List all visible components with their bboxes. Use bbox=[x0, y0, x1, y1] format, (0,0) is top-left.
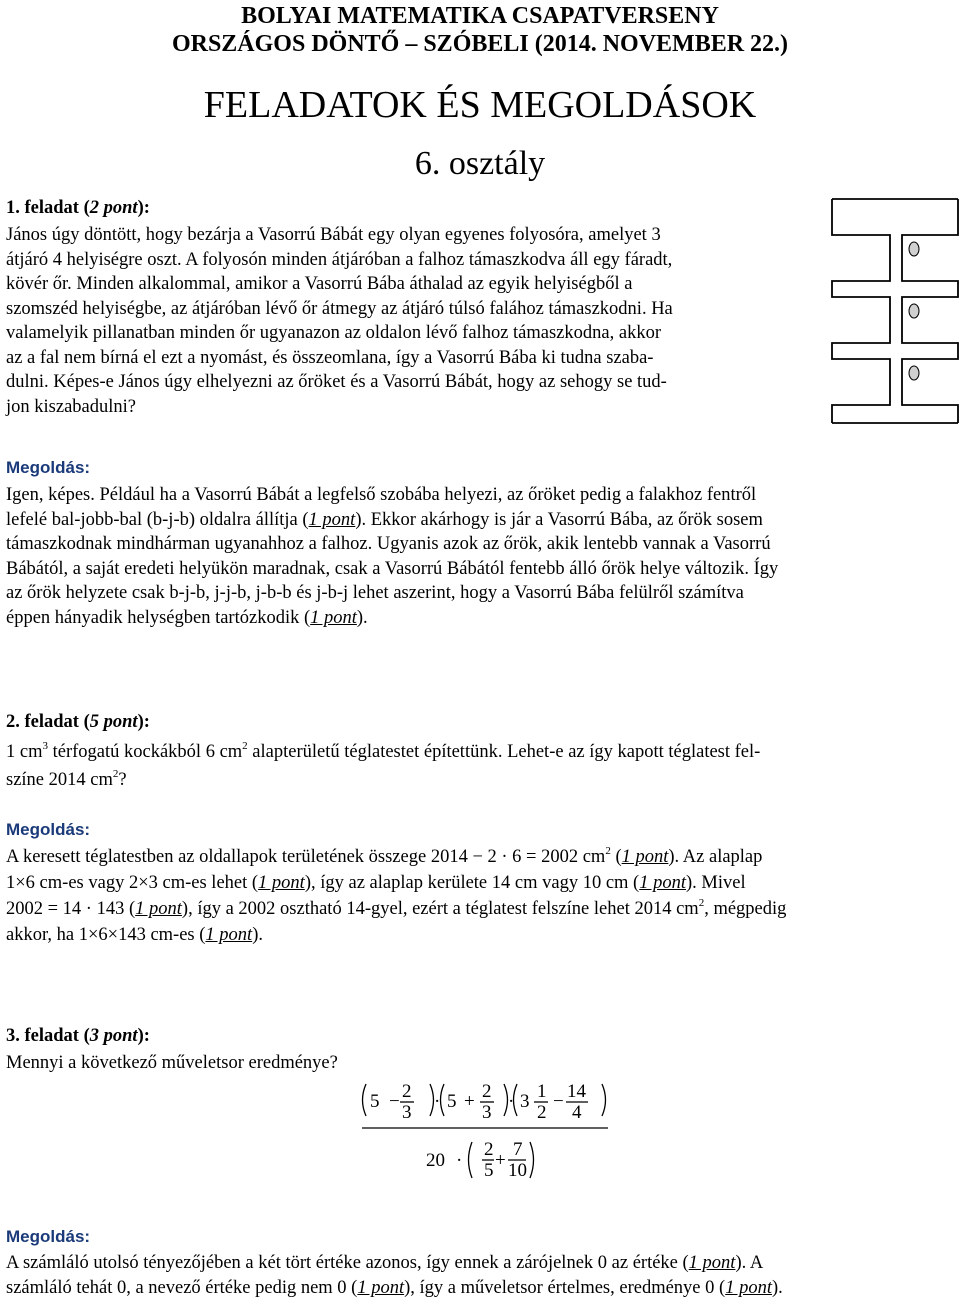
formula-number: 5 bbox=[484, 1160, 494, 1181]
question-line: János úgy döntött, hogy bezárja a Vasorrú Bábát egy olyan egyenes folyosóra, amelyet 3 bbox=[6, 225, 661, 245]
question-line: valamelyik pillanatban minden őr ugyanazon az oldalon lévő falhoz támaszkodna, akkor bbox=[6, 323, 661, 343]
formula-number: 2 bbox=[482, 1081, 492, 1102]
corridor-left-wall bbox=[832, 199, 890, 423]
question-line: szomszéd helyiségbe, az átjáróban lévő őr átmegy az átjáró túlsó falához támaszkodni. Ha bbox=[6, 298, 673, 319]
dot-operator: · bbox=[456, 1150, 463, 1171]
task3-solution-label: Megoldás: bbox=[6, 1227, 91, 1246]
formula-number: 1 bbox=[537, 1081, 547, 1102]
formula-number: 2 bbox=[537, 1102, 547, 1123]
formula-number: 7 bbox=[513, 1139, 523, 1160]
page-title: FELADATOK ÉS MEGOLDÁSOK bbox=[203, 84, 757, 126]
guard-icon bbox=[909, 242, 919, 256]
contest-title: BOLYAI MATEMATIKA CSAPATVERSENY bbox=[241, 3, 719, 29]
paren-right bbox=[602, 1084, 606, 1116]
formula-number: 4 bbox=[572, 1102, 582, 1123]
paren-left bbox=[469, 1142, 473, 1178]
task2-question: 1 $cm^3$ térfogatú kockákból 6 $cm^2$ alapterületű téglatestet építettünk. Lehet-e az így kapott téglatest fel- színe 2014 $cm^2$? bbox=[6, 740, 761, 790]
paren-right bbox=[504, 1084, 508, 1116]
formula-number: 3 bbox=[402, 1102, 412, 1123]
minus-sign: − bbox=[389, 1091, 400, 1112]
paren-right bbox=[530, 1142, 534, 1178]
corridor-diagram bbox=[830, 197, 960, 427]
question-line: átjáró 4 helyiségre oszt. A folyosón minden átjáróban a falhoz támaszkodva áll egy fáradt, bbox=[6, 249, 673, 270]
formula-number: 3 bbox=[482, 1102, 492, 1123]
dot-operator: · bbox=[508, 1091, 515, 1112]
task2-solution-label: Megoldás: bbox=[6, 820, 91, 839]
formula-number: 5 bbox=[370, 1091, 380, 1112]
task2-heading: 2. feladat (5 pont): bbox=[6, 712, 150, 732]
guard-icon bbox=[909, 366, 919, 380]
plus-sign: + bbox=[464, 1091, 475, 1112]
task1-solution-label: Megoldás: bbox=[6, 458, 91, 477]
question-line: kövér őr. Minden alkalommal, amikor a Vasorrú Bába áthalad az egyik helyiségből a bbox=[6, 274, 633, 294]
paren-right bbox=[430, 1084, 434, 1116]
guard-icon bbox=[909, 304, 919, 318]
grade-label: 6. osztály bbox=[414, 145, 546, 182]
formula-number: 3 bbox=[520, 1091, 530, 1112]
formula-number: 5 bbox=[447, 1091, 457, 1112]
task3-heading: 3. feladat (3 pont): bbox=[6, 1026, 150, 1046]
formula-number: 2 bbox=[402, 1081, 412, 1102]
contest-subtitle: ORSZÁGOS DÖNTŐ – SZÓBELI (2014. NOVEMBER 22.) bbox=[171, 31, 789, 57]
task1-solution: Igen, képes. Például ha a Vasorrú Bábát a legfelső szobába helyezi, az őröket pedig a falakhoz fentről lefelé bal-jobb-bal (b-j-b) oldalra állítja (1 pont). Ekkor akárhogy is jár a Vasorrú Bába, az őrök sosem támaszkodnak mindhárman ugyanahhoz a falhoz. Ugyanis azok az őrök, akik lentebb vannak a Vasorrú Bábától, a saját eredeti helyükön maradnak, csak a Vasorrú Bábától fentebb álló őrök helye változik. Így az őrök helyzete csak b-j-b, j-j-b, j-b-b és j-b-j lehet aszerint, hogy a Vasorrú Bába felülről számítva éppen hányadik helységben tartózkodik (1 pont). bbox=[6, 485, 779, 628]
task1-question bbox=[6, 223, 818, 419]
task3-solution: A számláló utolsó tényezőjében a két tört értéke azonos, így ennek a zárójelnek 0 az értéke (1 pont). A számláló tehát 0, a nevező értéke pedig nem 0 (1 pont), így a műveletsor értelmes, eredménye 0 (1 pont). bbox=[6, 1253, 783, 1298]
paren-left bbox=[441, 1084, 445, 1116]
formula-number: 10 bbox=[508, 1160, 527, 1181]
task2-solution: A keresett téglatestben az oldallapok területének összege 2014 − 2 · 6 = 2002 $cm^2$ (1 pont). Az alaplap 1×6 cm-es vagy 2×3 cm-es lehet (1 pont), így az alaplap kerülete 14 cm vagy 10 cm (1 pont). Mivel 2002 = 14 · 143 (1 pont), így a 2002 osztható 14-gyel, ezért a téglatest felszíne lehet 2014 $cm^2$, mégpedig akkor, ha 1×6×143 cm-es (1 pont). bbox=[6, 845, 787, 945]
task3-question: Mennyi a következő műveletsor eredménye? bbox=[6, 1053, 338, 1073]
question-line: az a fal nem bírná el ezt a nyomást, és összeomlana, így a Vasorrú Bába ki tudna szaba- bbox=[6, 347, 654, 368]
formula-number: 14 bbox=[567, 1081, 586, 1102]
formula-number: 2 bbox=[484, 1139, 494, 1160]
minus-sign: − bbox=[553, 1091, 564, 1112]
task1-heading: 1. feladat (2 pont): bbox=[6, 198, 150, 218]
dot-operator: · bbox=[434, 1091, 441, 1112]
task3-formula bbox=[360, 1078, 620, 1198]
paren-left bbox=[363, 1084, 367, 1116]
question-line: dulni. Képes-e János úgy elhelyezni az őröket és a Vasorrú Bábát, hogy az sehogy se tud- bbox=[6, 372, 667, 392]
formula-number: 20 bbox=[426, 1150, 445, 1171]
plus-sign: + bbox=[495, 1150, 506, 1171]
question-line: jon kiszabadulni? bbox=[6, 396, 136, 417]
